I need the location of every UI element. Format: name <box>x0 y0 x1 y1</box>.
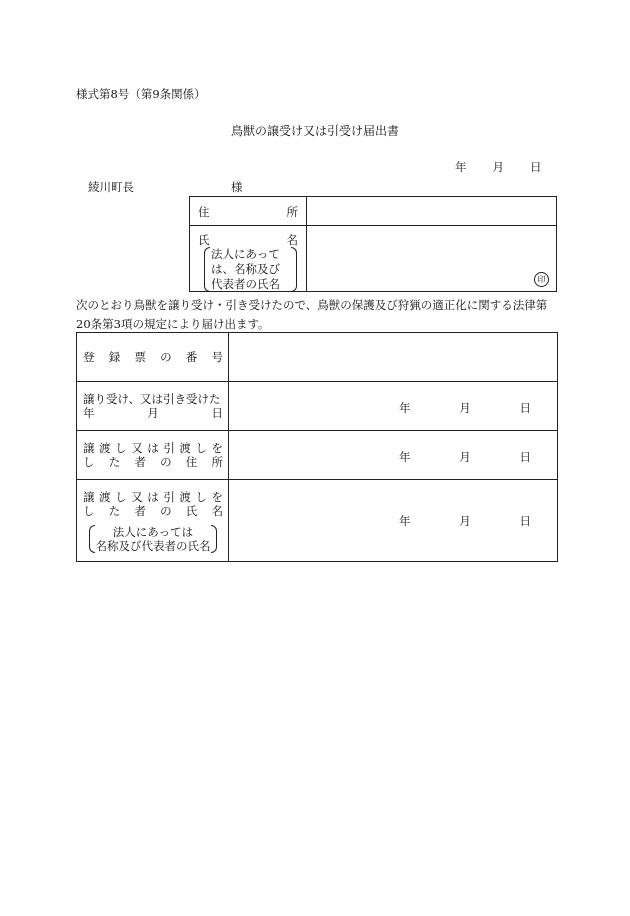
received-date-label: 譲り受け、又は引き受けた <box>83 392 221 406</box>
name-label: 氏 名 <box>198 233 298 247</box>
address-label: 住 所 <box>198 205 298 219</box>
seal-icon: 印 <box>534 272 549 287</box>
details-table <box>76 332 558 562</box>
addressee <box>88 179 243 195</box>
date-year: 年 <box>455 160 467 174</box>
body-text: 次のとおり鳥獣を譲り受け・引き受けたので、鳥獣の保護及び狩猟の適正化に関する法律第20条第3項の規定により届け出ます。 <box>76 298 548 331</box>
table-row: 譲り受け、又は引き受けた 年 月 日 年 月 日 <box>77 382 557 431</box>
table-row: 譲 渡 し 又 は 引 渡 し を し た 者 の 氏 名 法人にあっては 名称及び代表者の氏名 年 月 日 <box>77 480 557 562</box>
transferor-name-date[interactable]: 年 月 日 <box>399 514 531 528</box>
addressee-honorific: 様 <box>231 180 243 194</box>
transferor-address-date[interactable]: 年 月 日 <box>399 450 531 464</box>
form-number: 様式第8号（第9条関係） <box>76 87 206 101</box>
document-title: 鳥獣の譲受け又は引受け届出書 <box>230 124 399 138</box>
corporation-note: 法人にあって は、名称及び 代表者の氏名 <box>204 247 297 292</box>
addressee-name: 綾川町長 <box>88 180 134 194</box>
table-row: 登 録 票 の 番 号 <box>77 333 557 382</box>
date-month: 月 <box>492 160 504 174</box>
applicant-box <box>189 196 557 292</box>
corporation-note-2: 法人にあっては 名称及び代表者の氏名 <box>89 525 217 553</box>
received-date-field[interactable]: 年 月 日 <box>399 401 531 415</box>
table-row: 譲 渡 し 又 は 引 渡 し を し た 者 の 住 所 年 月 日 <box>77 431 557 480</box>
date-day: 日 <box>530 160 542 174</box>
submission-date <box>455 159 542 175</box>
